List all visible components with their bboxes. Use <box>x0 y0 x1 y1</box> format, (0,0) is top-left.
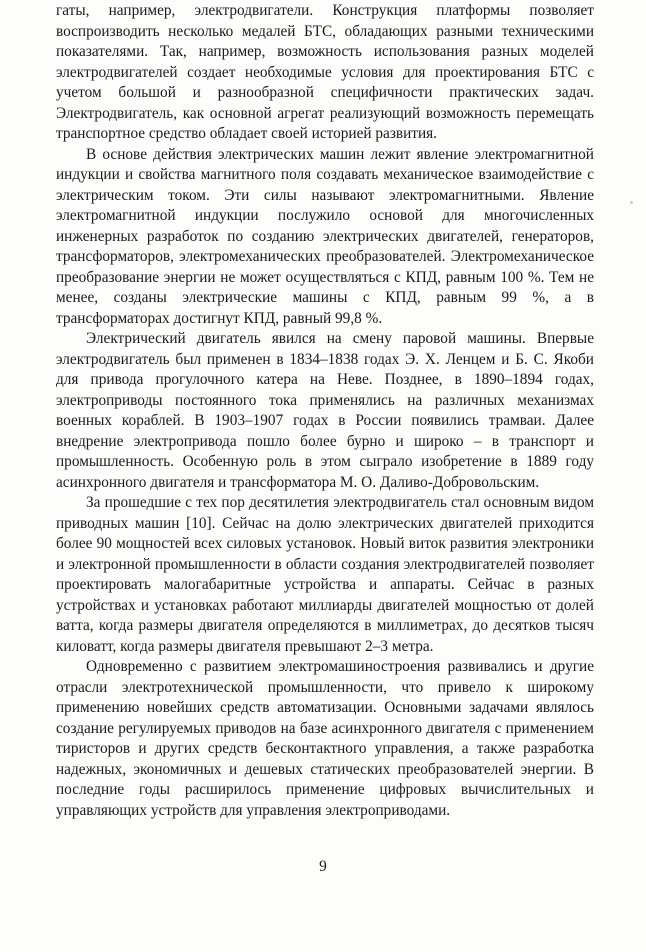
body-text <box>56 1 594 821</box>
scan-speck <box>630 201 633 204</box>
page-number: 9 <box>319 858 327 875</box>
paragraph-4: За прошедшие с тех пор десятилетия электродвигатель стал основным видом приводных машин [10]. Сейчас на долю электрических двигателей приходится более 90 мощностей всех силовых установок. Новый виток развития электроники и электронной промышленности в области создания электродвигателей позволяет проектировать малогабаритные устройства и аппараты. Сейчас в разных устройствах и установках работают миллиарды двигателей мощностью от долей ватта, когда размеры двигателя определяются в миллиметрах, до десятков тысяч киловатт, когда размеры двигателя превышают 2–3 метра. <box>56 494 594 655</box>
paragraph-1: гаты, например, электродвигатели. Конструкция платформы позволяет воспроизводить несколько медалей БТС, обладающих разными техническими показателями. Так, например, возможность использования разных моделей электродвигателей создает необходимые условия для проектирования БТС с учетом большой и разнообразной специфичности практических задач. Электродвигатель, как основной агрегат реализующий возможность перемещать транспортное средство обладает своей историей развития. <box>56 2 594 142</box>
paragraph-5: Одновременно с развитием электромашиностроения развивались и другие отрасли электротехнической промышленности, что привело к широкому применению новейших средств автоматизации. Основными задачами являлось создание регулируемых приводов на базе асинхронного двигателя с применением тиристоров и других средств бесконтактного управления, а также разработка надежных, экономичных и дешевых статических преобразователей энергии. В последние годы расширилось применение цифровых вычислительных и управляющих устройств для управления электроприводами. <box>56 658 594 819</box>
paragraph-3: Электрический двигатель явился на смену паровой машины. Впервые электродвигатель был применен в 1834–1838 годах Э. Х. Ленцем и Б. С. Якоби для привода прогулочного катера на Неве. Позднее, в 1890–1894 годах, электроприводы постоянного тока применялись на различных механизмах военных кораблей. В 1903–1907 годах в России появились трамваи. Далее внедрение электропривода пошло более бурно и широко – в транспорт и промышленность. Особенную роль в этом сыграло изобретение в 1889 году асинхронного двигателя и трансформатора М. О. Даливо-Добровольским. <box>56 330 594 491</box>
paragraph-2: В основе действия электрических машин лежит явление электромагнитной индукции и свойства магнитного поля создавать механическое взаимодействие с электрическим током. Эти силы называют электромагнитными. Явление электромагнитной индукции послужило основой для многочисленных инженерных разработок по созданию электрических двигателей, генераторов, трансформаторов, электромеханических преобразователей. Электромеханическое преобразование энергии не может осуществляться с КПД, равным 100 %. Тем не менее, созданы электрические машины с КПД, равным 99 %, а в трансформаторах достигнут КПД, равный 99,8 %. <box>56 145 594 327</box>
